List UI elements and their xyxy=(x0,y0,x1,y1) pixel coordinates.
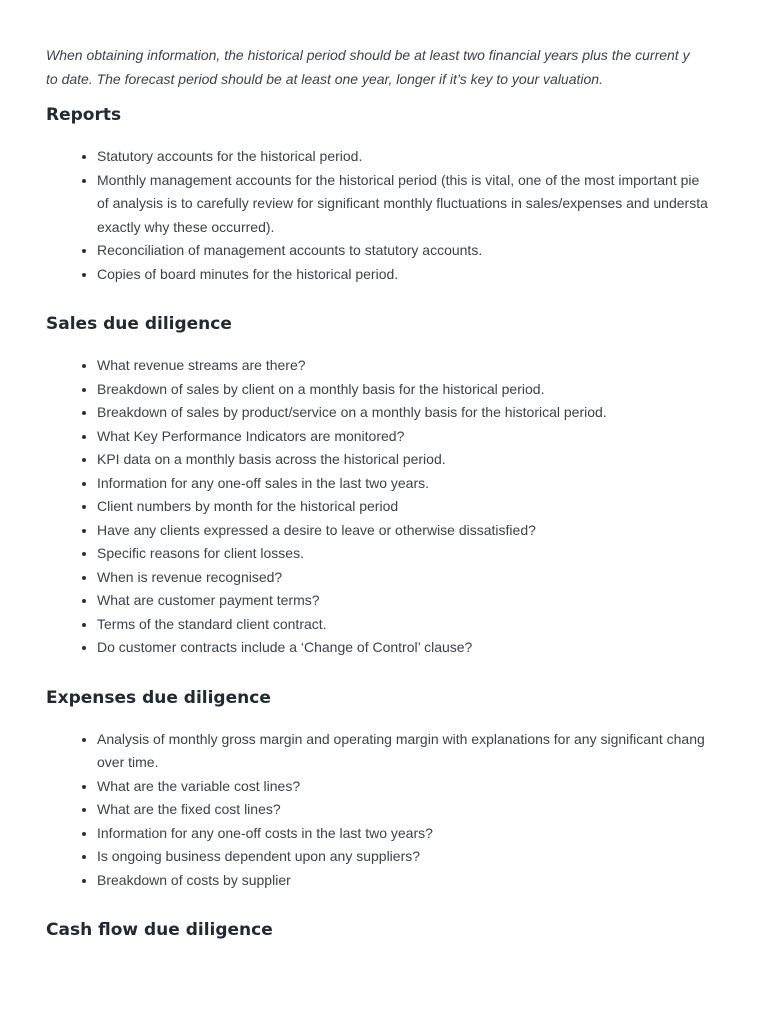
list-item: When is revenue recognised? xyxy=(97,566,734,590)
list-item xyxy=(97,728,734,775)
list-item: Reconciliation of management accounts to statutory accounts. xyxy=(97,239,734,263)
expenses-due-diligence-list xyxy=(46,728,734,893)
list-item-line: over time. xyxy=(97,754,159,770)
list-item: What are the fixed cost lines? xyxy=(97,798,734,822)
list-item: Terms of the standard client contract. xyxy=(97,613,734,637)
article-body xyxy=(46,44,734,941)
sales-due-diligence-list xyxy=(46,354,734,660)
list-item: Information for any one-off costs in the last two years? xyxy=(97,822,734,846)
list-item: Do customer contracts include a ‘Change of Control’ clause? xyxy=(97,636,734,660)
section-heading-reports: Reports xyxy=(46,105,122,125)
reports-list xyxy=(46,145,734,286)
list-item-line: exactly why these occurred). xyxy=(97,218,275,235)
list-item: Specific reasons for client losses. xyxy=(97,542,734,566)
list-item: Information for any one-off sales in the last two years. xyxy=(97,472,734,496)
list-item: What are customer payment terms? xyxy=(97,589,734,613)
list-item-line: of analysis is to carefully review for significant monthly fluctuations in sales/expenses and understa xyxy=(97,195,708,211)
section-heading-expenses-due-diligence: Expenses due diligence xyxy=(46,687,271,708)
list-item: What are the variable cost lines? xyxy=(97,775,734,799)
intro-line: to date. The forecast period should be at least one year, longer if it’s key to your valuation. xyxy=(46,70,603,87)
section-heading-cash-flow-due-diligence: Cash flow due diligence xyxy=(46,920,273,940)
list-item: Is ongoing business dependent upon any suppliers? xyxy=(97,845,734,869)
list-item: What Key Performance Indicators are monitored? xyxy=(97,425,734,449)
list-item-line: Monthly management accounts for the historical period (this is vital, one of the most important pie xyxy=(97,171,700,188)
list-item-line: Analysis of monthly gross margin and operating margin with explanations for any significant chang xyxy=(97,730,705,747)
list-item: What revenue streams are there? xyxy=(97,354,734,378)
section-heading-sales-due-diligence: Sales due diligence xyxy=(46,314,232,334)
list-item: Copies of board minutes for the historical period. xyxy=(97,263,734,287)
list-item: Client numbers by month for the historical period xyxy=(97,495,734,519)
list-item: Breakdown of costs by supplier xyxy=(97,869,734,893)
list-item: Statutory accounts for the historical period. xyxy=(97,145,734,169)
list-item: KPI data on a monthly basis across the historical period. xyxy=(97,448,734,472)
list-item: Breakdown of sales by client on a monthly basis for the historical period. xyxy=(97,378,734,402)
intro-paragraph xyxy=(46,44,734,91)
intro-line: When obtaining information, the historical period should be at least two financial years plus the current y xyxy=(46,47,690,63)
list-item xyxy=(97,169,734,240)
list-item: Breakdown of sales by product/service on a monthly basis for the historical period. xyxy=(97,401,734,425)
list-item: Have any clients expressed a desire to leave or otherwise dissatisfied? xyxy=(97,519,734,543)
